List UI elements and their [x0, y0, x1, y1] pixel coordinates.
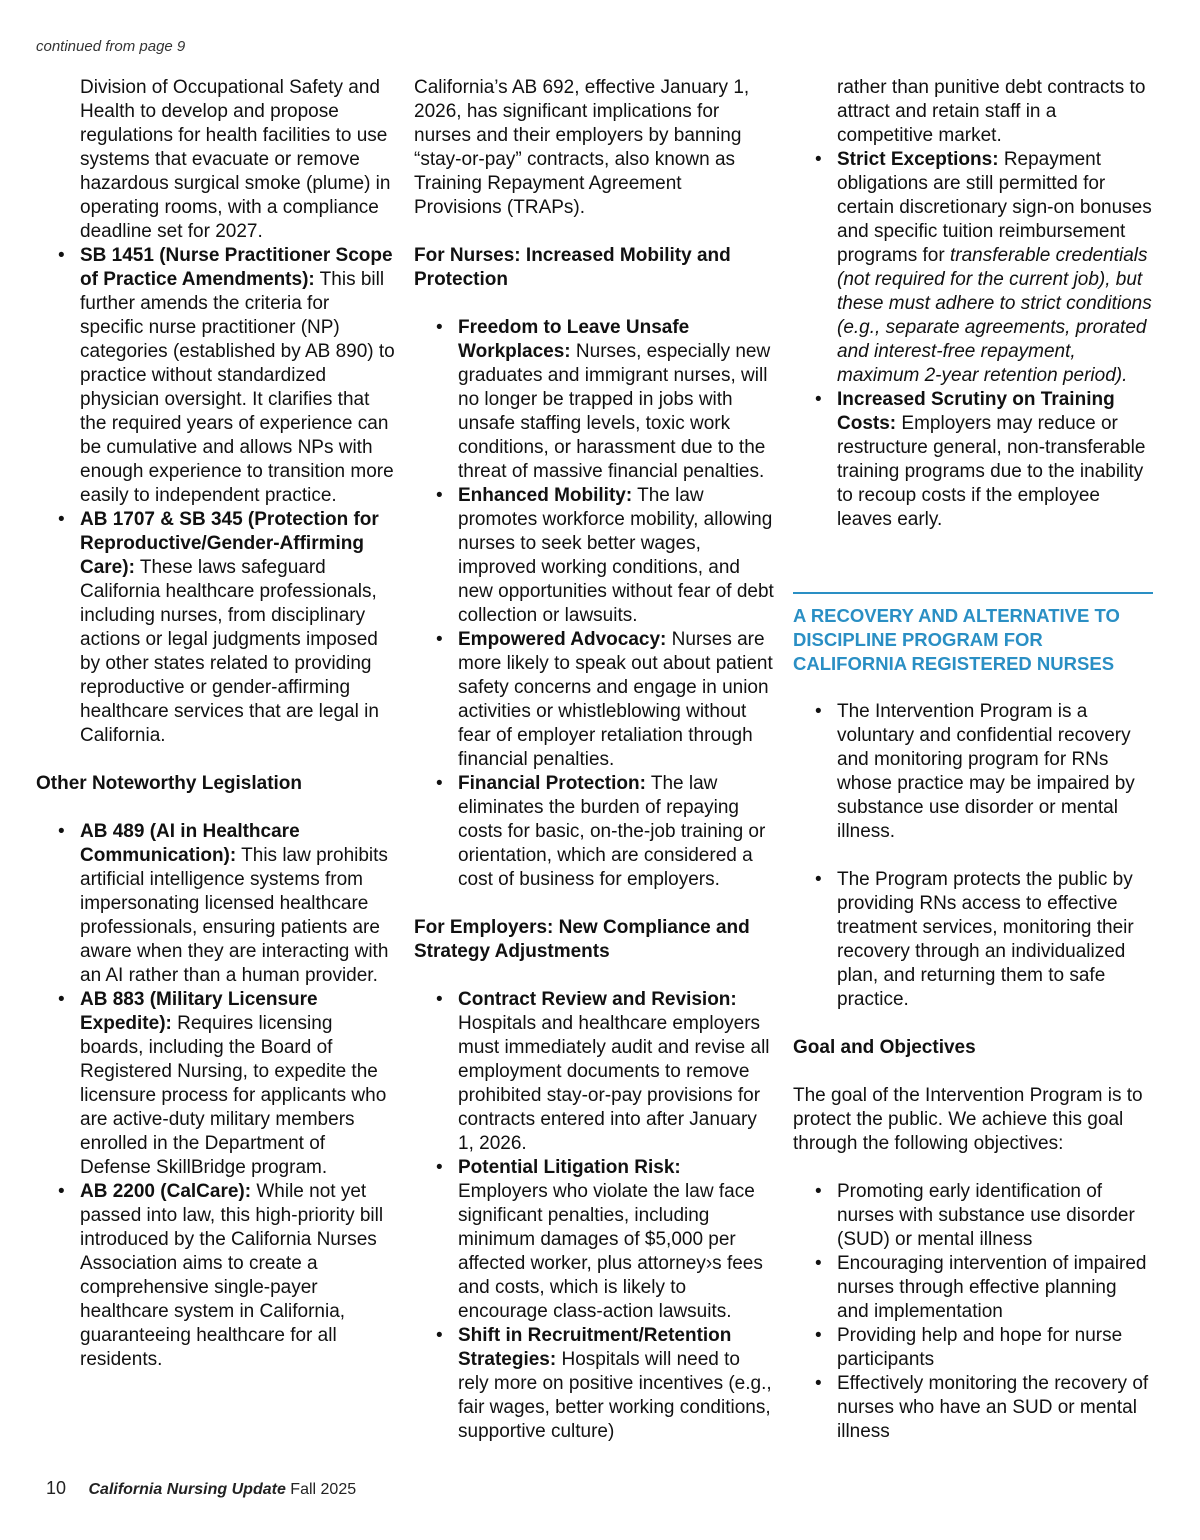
bullet-title: AB 489 (AI in Healthcare Communication):	[80, 821, 300, 866]
bullet-title: Empowered Advocacy:	[458, 629, 667, 650]
bullet-text: Hospitals will need to rely more on positive incentives (e.g., fair wages, better working conditions, supportive culture)	[458, 1349, 772, 1442]
section-heading: Other Noteworthy Legislation	[36, 773, 303, 794]
objectives-list	[793, 1180, 1153, 1444]
page-number: 10	[46, 1478, 67, 1498]
bullet-title: Enhanced Mobility:	[458, 485, 633, 506]
list-item	[793, 1180, 1153, 1252]
column-2	[414, 76, 774, 1444]
page-footer	[46, 1478, 356, 1499]
objective-text: Promoting early identification of nurses with substance use disorder (SUD) or mental illness	[837, 1181, 1135, 1250]
list-item	[793, 1324, 1153, 1372]
objective-text: Encouraging intervention of impaired nurses through effective planning and implementation	[837, 1253, 1147, 1322]
bullet-title: Potential Litigation Risk:	[458, 1157, 681, 1178]
list-item	[36, 988, 396, 1180]
bullet-text: These laws safeguard California healthcare professionals, including nurses, from disciplinary actions or legal judgments imposed by other states related to providing reproductive or gender-affirming healthcare services that are legal in California.	[80, 557, 379, 746]
list-item	[36, 820, 396, 988]
intervention-list	[793, 700, 1153, 844]
column-1	[36, 76, 396, 1372]
bullet-title: Increased Scrutiny on Training Costs:	[837, 389, 1115, 434]
bullet-title: Shift in Recruitment/Retention Strategies:	[458, 1325, 732, 1370]
objective-text: Effectively monitoring the recovery of nurses who have an SUD or mental illness	[837, 1373, 1149, 1442]
continued-note: continued from page 9	[36, 38, 186, 55]
continued-text: rather than punitive debt contracts to attract and retain staff in a competitive market.	[837, 77, 1146, 146]
section-title: A RECOVERY AND ALTERNATIVE TO DISCIPLINE PROGRAM FOR CALIFORNIA REGISTERED NURSES	[793, 605, 1120, 674]
bullet-text: Hospitals and healthcare employers must immediately audit and revise all employment documents to remove prohibited stay-or-pay provisions for contracts entered into after January 1, 2026.	[458, 1013, 770, 1154]
list-item	[793, 868, 1153, 1012]
bullet-title: Strict Exceptions:	[837, 149, 999, 170]
list-item	[414, 988, 774, 1156]
objective-text: Providing help and hope for nurse participants	[837, 1325, 1123, 1370]
nurse-list	[414, 316, 774, 892]
bullet-text: The Program protects the public by providing RNs access to effective treatment services, monitoring their recovery through an individualized plan, and returning them to safe practice.	[837, 869, 1134, 1010]
list-item	[36, 1180, 396, 1372]
goal-text: The goal of the Intervention Program is to protect the public. We achieve this goal through the following objectives:	[793, 1085, 1143, 1154]
list-item	[793, 700, 1153, 844]
section-divider	[793, 592, 1153, 594]
legislation-list	[36, 244, 396, 748]
bullet-text: The law eliminates the burden of repaying costs for basic, on-the-job training or orientation, which are considered a cost of business for employers.	[458, 773, 766, 890]
list-item	[414, 1156, 774, 1324]
bullet-text: This law prohibits artificial intelligence systems from impersonating licensed healthcare professionals, ensuring patients are aware when they are interacting with an AI rather than a human provider.	[80, 845, 389, 986]
bullet-title: Contract Review and Revision:	[458, 989, 737, 1010]
bullet-text: While not yet passed into law, this high-priority bill introduced by the California Nurses Association aims to create a comprehensive single-payer healthcare system in California, guaranteeing healthcare for all residents.	[80, 1181, 384, 1370]
bullet-title: Financial Protection:	[458, 773, 646, 794]
employer-list	[414, 988, 774, 1444]
intro-paragraph: California’s AB 692, effective January 1, 2026, has significant implications for nurses and their employers by banning “stay-or-pay” contracts, also known as Training Repayment Agreement Provisions (TRAPs).	[414, 77, 750, 218]
list-item	[414, 316, 774, 484]
column-3	[793, 76, 1153, 1444]
issue-label: Fall 2025	[290, 1481, 357, 1498]
list-item	[793, 1252, 1153, 1324]
intervention-list-2	[793, 868, 1153, 1012]
bullet-text: Nurses are more likely to speak out about patient safety concerns and engage in union activities or whistleblowing without fear of employer retaliation through financial penalties.	[458, 629, 773, 770]
bullet-title: AB 883 (Military Licensure Expedite):	[80, 989, 318, 1034]
bullet-text: The law promotes workforce mobility, allowing nurses to seek better wages, improved working conditions, and new opportunities without fear of debt collection or lawsuits.	[458, 485, 774, 626]
bullet-text: Requires licensing boards, including the Board of Registered Nursing, to expedite the licensure process for applicants who are active-duty military members enrolled in the Department of Defense SkillBridge program.	[80, 1013, 387, 1178]
bullet-text: Repayment obligations are still permitted for certain discretionary sign-on bonuses and specific tuition reimbursement programs for	[837, 149, 1152, 266]
list-item	[793, 388, 1153, 532]
section-heading: For Nurses: Increased Mobility and Protection	[414, 245, 731, 290]
bullet-text: Nurses, especially new graduates and immigrant nurses, will no longer be trapped in jobs with unsafe staffing levels, toxic work conditions, or harassment due to the threat of massive financial penalties.	[458, 341, 771, 482]
list-item	[36, 244, 396, 508]
list-item	[36, 76, 396, 244]
intro-text: Division of Occupational Safety and Health to develop and propose regulations for health facilities to use systems that evacuate or remove hazardous surgical smoke (plume) in operating rooms, with a compliance deadline set for 2027.	[80, 77, 391, 242]
list-item	[414, 1324, 774, 1444]
bullet-italic-text: transferable credentials (not required for the current job), but these must adhere to strict conditions (e.g., separate agreements, prorated and interest-free repayment, maximum 2-year retention period).	[837, 245, 1152, 386]
bullet-title: Freedom to Leave Unsafe Workplaces:	[458, 317, 690, 362]
list-item	[414, 772, 774, 892]
section-heading: For Employers: New Compliance and Strategy Adjustments	[414, 917, 750, 962]
goal-heading: Goal and Objectives	[793, 1037, 976, 1058]
bullet-text: Employers who violate the law face significant penalties, including minimum damages of $5,000 per affected worker, plus attorney›s fees and costs, which is likely to encourage class-action lawsuits.	[458, 1181, 763, 1322]
magazine-title: California Nursing Update	[88, 1481, 286, 1498]
list-item	[414, 628, 774, 772]
other-legislation-list	[36, 820, 396, 1372]
bullet-title: AB 1707 & SB 345 (Protection for Reproductive/Gender-Affirming Care):	[80, 509, 379, 578]
bullet-text: Employers may reduce or restructure general, non-transferable training programs due to the inability to recoup costs if the employee leaves early.	[837, 413, 1146, 530]
list-item	[793, 76, 1153, 148]
list-item	[36, 508, 396, 748]
bullet-text: The Intervention Program is a voluntary and confidential recovery and monitoring program for RNs whose practice may be impaired by substance use disorder or mental illness.	[837, 701, 1135, 842]
bullet-title: AB 2200 (CalCare):	[80, 1181, 252, 1202]
list-item	[793, 148, 1153, 388]
list-item	[414, 484, 774, 628]
list-item	[793, 1372, 1153, 1444]
exceptions-list	[793, 148, 1153, 532]
bullet-title: SB 1451 (Nurse Practitioner Scope of Practice Amendments):	[80, 245, 393, 290]
bullet-text: This bill further amends the criteria for specific nurse practitioner (NP) categories (established by AB 890) to practice without standardized physician oversight. It clarifies that the required years of experience can be cumulative and allows NPs with enough experience to transition more easily to independent practice.	[80, 269, 395, 506]
